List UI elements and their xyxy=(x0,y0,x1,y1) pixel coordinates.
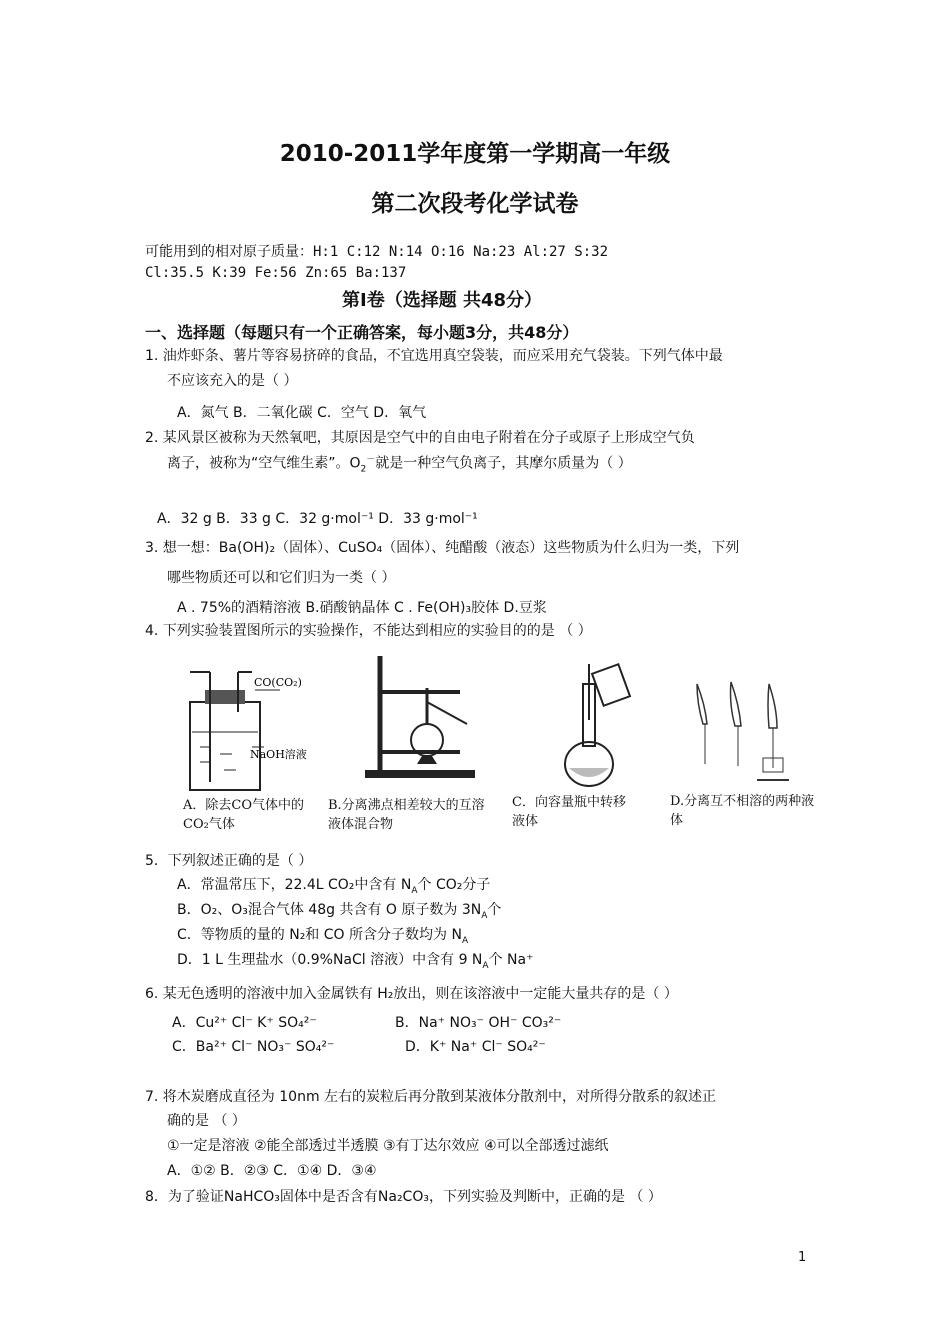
q5-c-sub: A xyxy=(461,935,469,946)
q5-b-rest: 个 xyxy=(487,902,502,918)
atomic-mass-line-2: Cl:35.5 K:39 Fe:56 Zn:65 Ba:137 xyxy=(145,265,407,281)
q7-statements: ①一定是溶液 ②能全部透过半透膜 ③有丁达尔效应 ④可以全部透过滤纸 xyxy=(167,1138,609,1154)
q5-a-sub: A xyxy=(411,885,418,896)
part-title: 一、选择题（每题只有一个正确答案，每小题3分，共48分） xyxy=(145,323,579,342)
q6-option-d: D．K⁺ Na⁺ Cl⁻ SO₄²⁻ xyxy=(405,1039,546,1055)
q5-d-text: D．1 L 生理盐水（0.9%NaCl 溶液）中含有 9 N xyxy=(177,952,483,968)
figure-separating-funnel xyxy=(683,664,793,788)
page-number: 1 xyxy=(798,1250,807,1265)
bottle-body xyxy=(190,702,260,790)
caption-d: D.分离互不相溶的两种液体 xyxy=(670,794,815,828)
caption-b: B.分离沸点相差较大的互溶液体混合物 xyxy=(328,798,485,832)
q5-b-text: B．O₂、O₃混合气体 48g 共含有 O 原子数为 3N xyxy=(177,902,482,918)
q2-line2-text: 离子，被称为“空气维生素”。O xyxy=(167,455,361,472)
q6-stem: 6. 某无色透明的溶液中加入金属铁有 H₂放出，则在该溶液中一定能大量共存的是（ ） xyxy=(145,986,678,1002)
q1-options: A．氮气 B．二氧化碳 C．空气 D．氧气 xyxy=(177,405,427,421)
q3-stem-line-1: 3. 想一想：Ba(OH)₂（固体）、CuSO₄（固体）、纯醋酸（液态）这些物质为什么归为一类，下列 xyxy=(145,540,740,556)
q2-stem-line-2 xyxy=(167,452,632,474)
q8-stem: 8．为了验证NaHCO₃固体中是否含有Na₂CO₃，下列实验及判断中，正确的是 （ ） xyxy=(145,1189,662,1205)
q2-options: A．32 g B．33 g C．32 g·mol⁻¹ D．33 g·mol⁻¹ xyxy=(157,511,478,527)
q5-a-rest: 个 CO₂分子 xyxy=(417,877,491,893)
title-line-1: 2010-2011学年度第一学期高一年级 xyxy=(279,141,671,167)
q1-stem-line-2: 不应该充入的是（ ） xyxy=(167,373,298,389)
fig-a-solution-label: NaOH溶液 xyxy=(250,748,307,761)
q5-c-text: C．等物质的量的 N₂和 CO 所含分子数均为 N xyxy=(177,927,462,943)
q7-stem-line-2: 确的是 （ ） xyxy=(167,1113,246,1129)
q5-a-text: A．常温常压下，22.4L CO₂中含有 N xyxy=(177,877,412,893)
q6-option-c: C．Ba²⁺ Cl⁻ NO₃⁻ SO₄²⁻ xyxy=(172,1039,335,1055)
q6-option-a: A．Cu²⁺ Cl⁻ K⁺ SO₄²⁻ xyxy=(172,1015,317,1031)
q5-option-a xyxy=(177,874,490,896)
q5-option-b xyxy=(177,899,501,921)
q4-stem: 4. 下列实验装置图所示的实验操作，不能达到相应的实验目的的是 （ ） xyxy=(145,623,592,639)
q2-o2-superscript: － xyxy=(366,455,376,465)
caption-a: A．除去CO气体中的CO₂气体 xyxy=(183,798,304,832)
q5-b-sub: A xyxy=(481,910,488,921)
fig-a-gas-label: CO(CO₂) xyxy=(254,676,302,689)
q3-stem-line-2: 哪些物质还可以和它们归为一类（ ） xyxy=(167,570,396,586)
q7-stem-line-1: 7. 将木炭磨成直径为 10nm 左右的炭粒后再分散到某液体分散剂中，对所得分散系的叙述正 xyxy=(145,1089,717,1105)
q3-options: A . 75%的酒精溶液 B.硝酸钠晶体 C . Fe(OH)₃胶体 D.豆浆 xyxy=(177,600,547,616)
alcohol-lamp xyxy=(417,756,437,764)
q1-stem-line-1: 1. 油炸虾条、薯片等容易挤碎的食品，不宜选用真空袋装，而应采用充气袋装。下列气体中最 xyxy=(145,348,723,364)
q2-line2-rest: 就是一种空气负离子，其摩尔质量为（ ） xyxy=(375,455,632,472)
figure-gas-washing-bottle xyxy=(180,662,320,794)
section-title: 第Ⅰ卷（选择题 共48分） xyxy=(342,290,543,311)
q7-options: A．①② B．②③ C．①④ D．③④ xyxy=(167,1163,377,1179)
q5-d-sub: A xyxy=(482,960,489,971)
q5-d-rest: 个 Na⁺ xyxy=(488,952,534,968)
q6-option-b: B．Na⁺ NO₃⁻ OH⁻ CO₃²⁻ xyxy=(395,1015,562,1031)
q5-option-d xyxy=(177,949,533,971)
figure-volumetric-flask xyxy=(545,660,635,792)
title-line-2: 第二次段考化学试卷 xyxy=(371,191,579,217)
flask-bulb xyxy=(565,742,613,786)
beaker xyxy=(592,664,630,706)
q5-stem: 5．下列叙述正确的是（ ） xyxy=(145,853,313,869)
q2-stem-line-1: 2. 某风景区被称为天然氧吧，其原因是空气中的自由电子附着在分子或原子上形成空气负 xyxy=(145,430,695,446)
figure-distillation-apparatus xyxy=(355,652,485,792)
atomic-mass-line-1: 可能用到的相对原子质量：H:1 C:12 N:14 O:16 Na:23 Al:27 S:32 xyxy=(145,244,609,260)
q5-option-c xyxy=(177,924,468,946)
q2-o2-subscript: 2 xyxy=(360,464,367,475)
caption-c: C．向容量瓶中转移液体 xyxy=(512,795,626,829)
